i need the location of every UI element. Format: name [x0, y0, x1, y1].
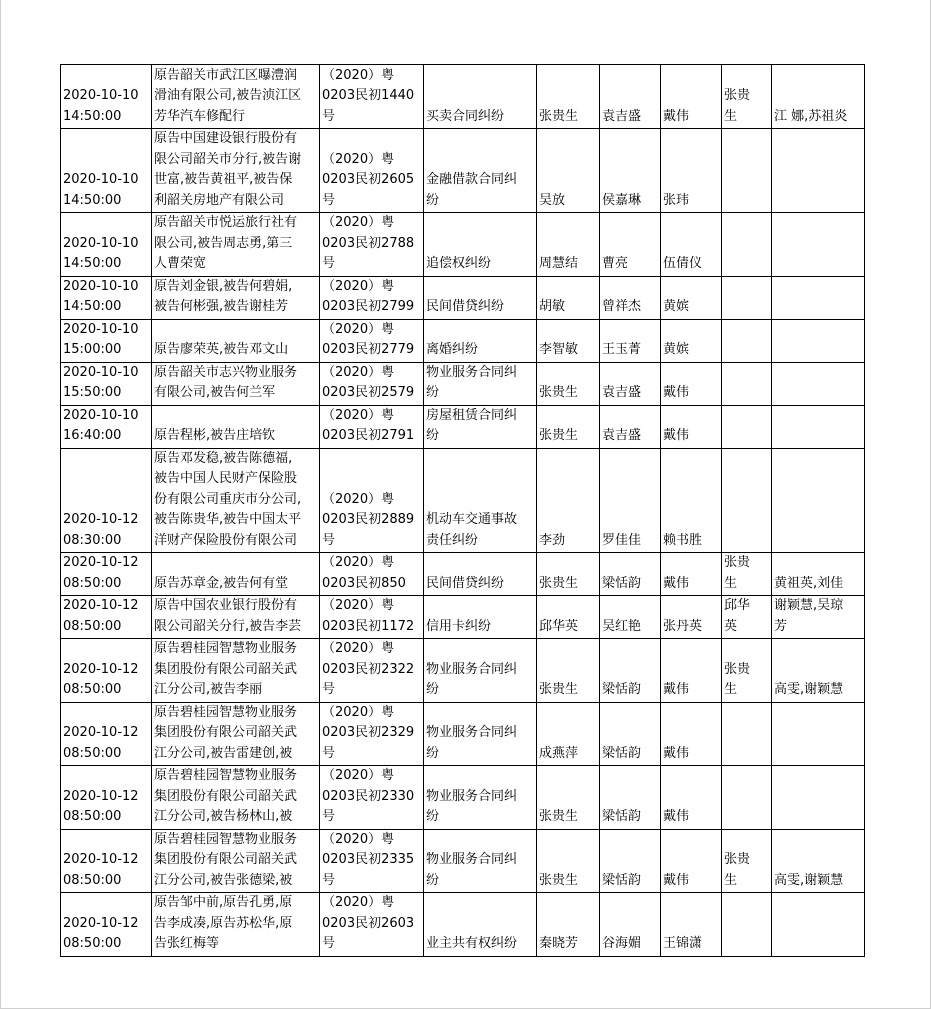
presiding-judge-cell: 张贵生 — [537, 829, 600, 893]
jurors-cell — [772, 362, 865, 405]
parties-cell: 原告苏章金,被告何有堂 — [152, 553, 320, 596]
jurors-cell — [772, 448, 865, 553]
hearing-schedule-table — [60, 64, 865, 957]
clerk-cell: 曾祥杰 — [600, 276, 661, 319]
hearing-time-cell: 2020-10-10 15:00:00 — [61, 319, 152, 362]
hearing-time-cell: 2020-10-12 08:50:00 — [61, 639, 152, 703]
table-row — [61, 829, 865, 893]
schedule-body — [61, 65, 865, 957]
assistant-cell: 戴伟 — [661, 405, 722, 448]
presiding-judge-cell: 张贵生 — [537, 405, 600, 448]
table-row — [61, 766, 865, 830]
case-number-cell: （2020）粤 0203民初1172 — [320, 596, 424, 639]
judge-cell — [722, 893, 772, 957]
hearing-time-cell: 2020-10-12 08:50:00 — [61, 893, 152, 957]
table-row — [61, 319, 865, 362]
case-type-cell: 房屋租赁合同纠 纷 — [424, 405, 537, 448]
case-number-cell: （2020）粤 0203民初850 — [320, 553, 424, 596]
clerk-cell: 梁恬韵 — [600, 702, 661, 766]
case-number-cell: （2020）粤 0203民初2603 号 — [320, 893, 424, 957]
case-type-cell: 民间借贷纠纷 — [424, 276, 537, 319]
case-type-cell: 买卖合同纠纷 — [424, 65, 537, 129]
jurors-cell — [772, 129, 865, 213]
jurors-cell — [772, 766, 865, 830]
clerk-cell: 梁恬韵 — [600, 766, 661, 830]
parties-cell: 原告邹中前,原告孔勇,原 告李成凑,原告苏松华,原 告张红梅等 — [152, 893, 320, 957]
table-row — [61, 553, 865, 596]
table-row — [61, 65, 865, 129]
assistant-cell: 赖书胜 — [661, 448, 722, 553]
presiding-judge-cell: 邱华英 — [537, 596, 600, 639]
jurors-cell — [772, 319, 865, 362]
jurors-cell — [772, 893, 865, 957]
presiding-judge-cell: 张贵生 — [537, 639, 600, 703]
parties-cell: 原告碧桂园智慧物业服务 集团股份有限公司韶关武 江分公司,被告张德梁,被 — [152, 829, 320, 893]
assistant-cell: 戴伟 — [661, 362, 722, 405]
jurors-cell: 高雯,谢颖慧 — [772, 829, 865, 893]
case-number-cell: （2020）粤 0203民初2579 — [320, 362, 424, 405]
clerk-cell: 吴红艳 — [600, 596, 661, 639]
clerk-cell: 谷海媚 — [600, 893, 661, 957]
judge-cell — [722, 276, 772, 319]
jurors-cell — [772, 276, 865, 319]
presiding-judge-cell: 吴放 — [537, 129, 600, 213]
case-type-cell: 物业服务合同纠 纷 — [424, 766, 537, 830]
judge-cell: 张贵 生 — [722, 829, 772, 893]
case-type-cell: 追偿权纠纷 — [424, 213, 537, 277]
parties-cell: 原告韶关市武江区曝澧润 滑油有限公司,被告浈江区 芳华汽车修配行 — [152, 65, 320, 129]
case-number-cell: （2020）粤 0203民初2799 — [320, 276, 424, 319]
assistant-cell: 戴伟 — [661, 639, 722, 703]
clerk-cell: 袁吉盛 — [600, 405, 661, 448]
table-row — [61, 276, 865, 319]
case-number-cell: （2020）粤 0203民初2329 号 — [320, 702, 424, 766]
table-row — [61, 639, 865, 703]
hearing-time-cell: 2020-10-12 08:50:00 — [61, 829, 152, 893]
table-row — [61, 596, 865, 639]
judge-cell — [722, 129, 772, 213]
case-number-cell: （2020）粤 0203民初1440 号 — [320, 65, 424, 129]
judge-cell — [722, 405, 772, 448]
parties-cell: 原告中国建设银行股份有 限公司韶关市分行,被告谢 世富,被告黄祖平,被告保 利韶关房地产有限公司 — [152, 129, 320, 213]
case-type-cell: 信用卡纠纷 — [424, 596, 537, 639]
assistant-cell: 王锦潇 — [661, 893, 722, 957]
judge-cell — [722, 702, 772, 766]
judge-cell — [722, 213, 772, 277]
table-row — [61, 893, 865, 957]
case-number-cell: （2020）粤 0203民初2322 号 — [320, 639, 424, 703]
table-row — [61, 213, 865, 277]
presiding-judge-cell: 李智敏 — [537, 319, 600, 362]
presiding-judge-cell: 秦晓芳 — [537, 893, 600, 957]
judge-cell: 张贵 生 — [722, 639, 772, 703]
jurors-cell — [772, 405, 865, 448]
jurors-cell — [772, 213, 865, 277]
table-row — [61, 702, 865, 766]
hearing-time-cell: 2020-10-12 08:50:00 — [61, 596, 152, 639]
case-type-cell: 机动车交通事故 责任纠纷 — [424, 448, 537, 553]
clerk-cell: 侯嘉琳 — [600, 129, 661, 213]
case-number-cell: （2020）粤 0203民初2330 号 — [320, 766, 424, 830]
case-number-cell: （2020）粤 0203民初2889 号 — [320, 448, 424, 553]
presiding-judge-cell: 张贵生 — [537, 553, 600, 596]
hearing-time-cell: 2020-10-10 14:50:00 — [61, 129, 152, 213]
parties-cell: 原告邓发稳,被告陈德福, 被告中国人民财产保险股 份有限公司重庆市分公司, 被告陈贵华,被告中国太平 洋财产保险股份有限公司 — [152, 448, 320, 553]
assistant-cell: 戴伟 — [661, 766, 722, 830]
clerk-cell: 王玉菁 — [600, 319, 661, 362]
assistant-cell: 戴伟 — [661, 65, 722, 129]
parties-cell: 原告碧桂园智慧物业服务 集团股份有限公司韶关武 江分公司,被告雷建创,被 — [152, 702, 320, 766]
jurors-cell: 高雯,谢颖慧 — [772, 639, 865, 703]
hearing-time-cell: 2020-10-10 14:50:00 — [61, 276, 152, 319]
assistant-cell: 伍倩仪 — [661, 213, 722, 277]
case-type-cell: 物业服务合同纠 纷 — [424, 362, 537, 405]
case-number-cell: （2020）粤 0203民初2779 — [320, 319, 424, 362]
clerk-cell: 罗佳佳 — [600, 448, 661, 553]
case-type-cell: 物业服务合同纠 纷 — [424, 639, 537, 703]
parties-cell: 原告程彬,被告庄培钦 — [152, 405, 320, 448]
parties-cell: 原告韶关市悦运旅行社有 限公司,被告周志勇,第三 人曹荣宽 — [152, 213, 320, 277]
presiding-judge-cell: 张贵生 — [537, 766, 600, 830]
table-row — [61, 405, 865, 448]
case-number-cell: （2020）粤 0203民初2605 号 — [320, 129, 424, 213]
judge-cell: 张贵 生 — [722, 65, 772, 129]
case-type-cell: 金融借款合同纠 纷 — [424, 129, 537, 213]
jurors-cell: 黄祖英,刘佳 — [772, 553, 865, 596]
case-type-cell: 离婚纠纷 — [424, 319, 537, 362]
hearing-time-cell: 2020-10-12 08:30:00 — [61, 448, 152, 553]
clerk-cell: 梁恬韵 — [600, 553, 661, 596]
parties-cell: 原告廖荣英,被告邓文山 — [152, 319, 320, 362]
case-number-cell: （2020）粤 0203民初2788 号 — [320, 213, 424, 277]
hearing-time-cell: 2020-10-10 15:50:00 — [61, 362, 152, 405]
clerk-cell: 袁吉盛 — [600, 65, 661, 129]
hearing-time-cell: 2020-10-12 08:50:00 — [61, 702, 152, 766]
presiding-judge-cell: 李劲 — [537, 448, 600, 553]
parties-cell: 原告刘金银,被告何碧娟, 被告何彬强,被告谢桂芳 — [152, 276, 320, 319]
judge-cell — [722, 362, 772, 405]
case-number-cell: （2020）粤 0203民初2335 号 — [320, 829, 424, 893]
case-type-cell: 物业服务合同纠 纷 — [424, 702, 537, 766]
presiding-judge-cell: 周慧结 — [537, 213, 600, 277]
hearing-time-cell: 2020-10-10 14:50:00 — [61, 65, 152, 129]
parties-cell: 原告韶关市志兴物业服务 有限公司,被告何兰军 — [152, 362, 320, 405]
case-type-cell: 业主共有权纠纷 — [424, 893, 537, 957]
presiding-judge-cell: 胡敏 — [537, 276, 600, 319]
hearing-time-cell: 2020-10-12 08:50:00 — [61, 766, 152, 830]
hearing-time-cell: 2020-10-12 08:50:00 — [61, 553, 152, 596]
judge-cell — [722, 766, 772, 830]
table-row — [61, 362, 865, 405]
case-type-cell: 民间借贷纠纷 — [424, 553, 537, 596]
table-row — [61, 448, 865, 553]
judge-cell — [722, 319, 772, 362]
judge-cell: 张贵 生 — [722, 553, 772, 596]
assistant-cell: 戴伟 — [661, 829, 722, 893]
parties-cell: 原告中国农业银行股份有 限公司韶关分行,被告李芸 — [152, 596, 320, 639]
assistant-cell: 戴伟 — [661, 702, 722, 766]
presiding-judge-cell: 张贵生 — [537, 362, 600, 405]
jurors-cell: 江 娜,苏祖炎 — [772, 65, 865, 129]
assistant-cell: 张玮 — [661, 129, 722, 213]
clerk-cell: 曹亮 — [600, 213, 661, 277]
clerk-cell: 梁恬韵 — [600, 639, 661, 703]
presiding-judge-cell: 成燕萍 — [537, 702, 600, 766]
assistant-cell: 张丹英 — [661, 596, 722, 639]
assistant-cell: 黄嫔 — [661, 276, 722, 319]
jurors-cell — [772, 702, 865, 766]
case-number-cell: （2020）粤 0203民初2791 — [320, 405, 424, 448]
hearing-time-cell: 2020-10-10 14:50:00 — [61, 213, 152, 277]
assistant-cell: 黄嫔 — [661, 319, 722, 362]
jurors-cell: 谢颖慧,吴琼 芳 — [772, 596, 865, 639]
parties-cell: 原告碧桂园智慧物业服务 集团股份有限公司韶关武 江分公司,被告李丽 — [152, 639, 320, 703]
clerk-cell: 袁吉盛 — [600, 362, 661, 405]
presiding-judge-cell: 张贵生 — [537, 65, 600, 129]
case-type-cell: 物业服务合同纠 纷 — [424, 829, 537, 893]
table-row — [61, 129, 865, 213]
parties-cell: 原告碧桂园智慧物业服务 集团股份有限公司韶关武 江分公司,被告杨林山,被 — [152, 766, 320, 830]
hearing-time-cell: 2020-10-10 16:40:00 — [61, 405, 152, 448]
judge-cell — [722, 448, 772, 553]
judge-cell: 邱华 英 — [722, 596, 772, 639]
clerk-cell: 梁恬韵 — [600, 829, 661, 893]
assistant-cell: 戴伟 — [661, 553, 722, 596]
